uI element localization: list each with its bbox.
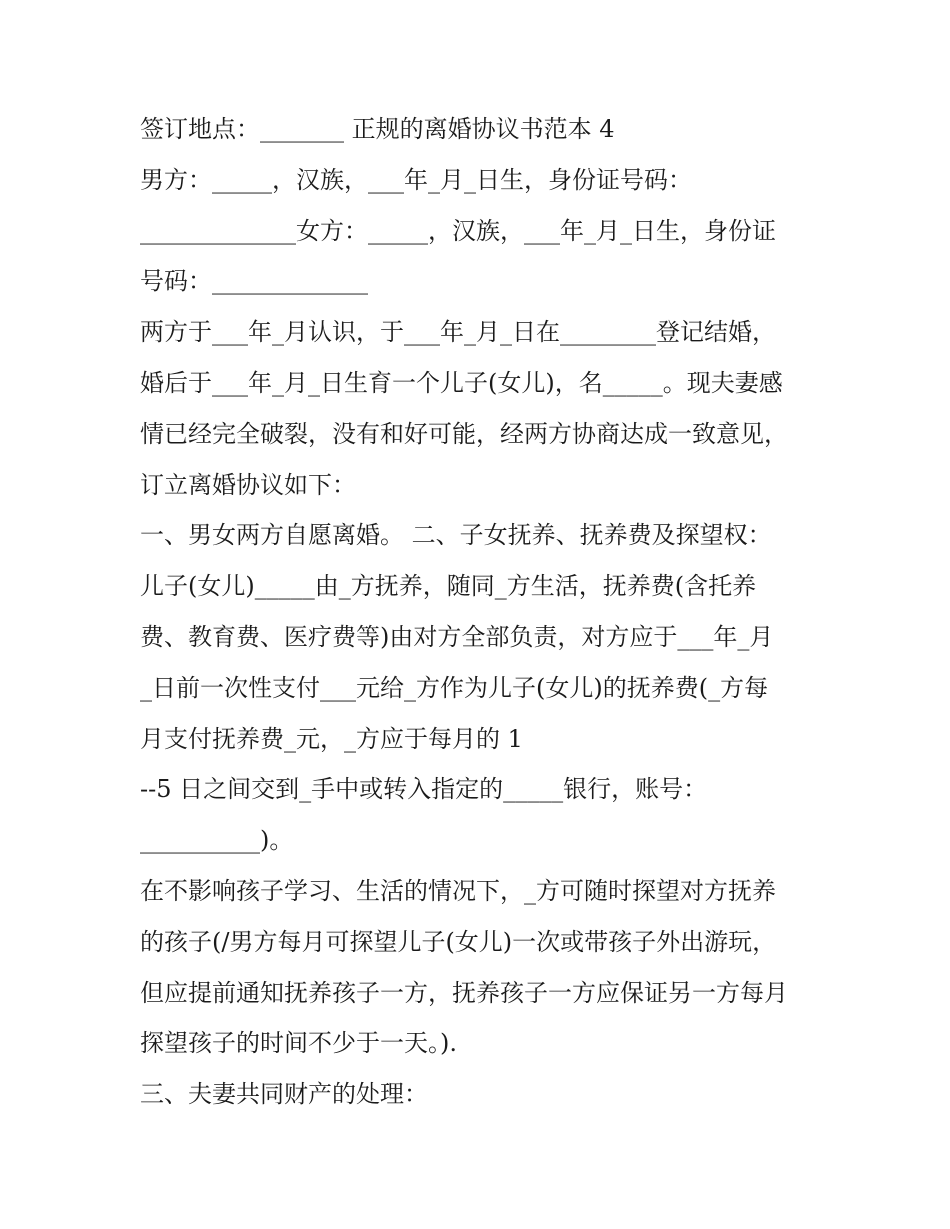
text-line-male-party: 男方：_____，汉族，___年_月_日生，身份证号码： [140, 165, 692, 194]
text-line-female-party: _____________女方：_____，汉族，___年_月_日生，身份证 [140, 216, 776, 245]
text-line-payment-bank: --5 日之间交到_手中或转入指定的_____银行，账号： [140, 775, 708, 804]
text-line-visitation-frequency: 的孩子(/男方每月可探望儿子(女儿)一次或带孩子外出游玩， [140, 927, 777, 956]
agreement-text [140, 104, 820, 1120]
text-line-visitation-notice: 但应提前通知抚养孩子一方，抚养孩子一方应保证另一方每月 [140, 978, 788, 1007]
text-line-visitation: 在不影响孩子学习、生活的情况下，_方可随时探望对方抚养 [140, 876, 776, 905]
text-line-lump-sum: _日前一次性支付___元给_方作为儿子(女儿)的抚养费(_方每 [140, 673, 769, 702]
text-line-child-birth: 婚后于___年_月_日生育一个儿子(女儿)，名_____。现夫妻感 [140, 368, 783, 397]
text-line-visitation-duration: 探望孩子的时间不少于一天。). [140, 1029, 457, 1058]
text-line-account-number: __________)。 [140, 826, 294, 855]
text-line-id-number: 号码：_____________ [140, 267, 368, 296]
text-line-relationship-breakdown: 情已经完全破裂，没有和好可能，经两方协商达成一致意见， [140, 419, 788, 448]
text-line-clause-3-heading: 三、夫妻共同财产的处理： [140, 1080, 428, 1109]
text-line-agreement-intro: 订立离婚协议如下： [140, 470, 356, 499]
text-line-support-costs: 费、教育费、医疗费等)由对方全部负责，对方应于___年_月 [140, 622, 774, 651]
text-line-monthly-payment: 月支付抚养费_元，_方应于每月的 1 [140, 724, 523, 753]
text-line-custody: 儿子(女儿)_____由_方抚养，随同_方生活，抚养费(含托养 [140, 572, 757, 601]
text-line-clause-1-2: 一、男女两方自愿离婚。 二、子女抚养、抚养费及探望权： [140, 521, 772, 550]
text-line-marriage-registration: 两方于___年_月认识，于___年_月_日在________登记结婚， [140, 318, 776, 347]
text-line-signing-place: 签订地点：_______ 正规的离婚协议书范本 4 [140, 115, 615, 143]
